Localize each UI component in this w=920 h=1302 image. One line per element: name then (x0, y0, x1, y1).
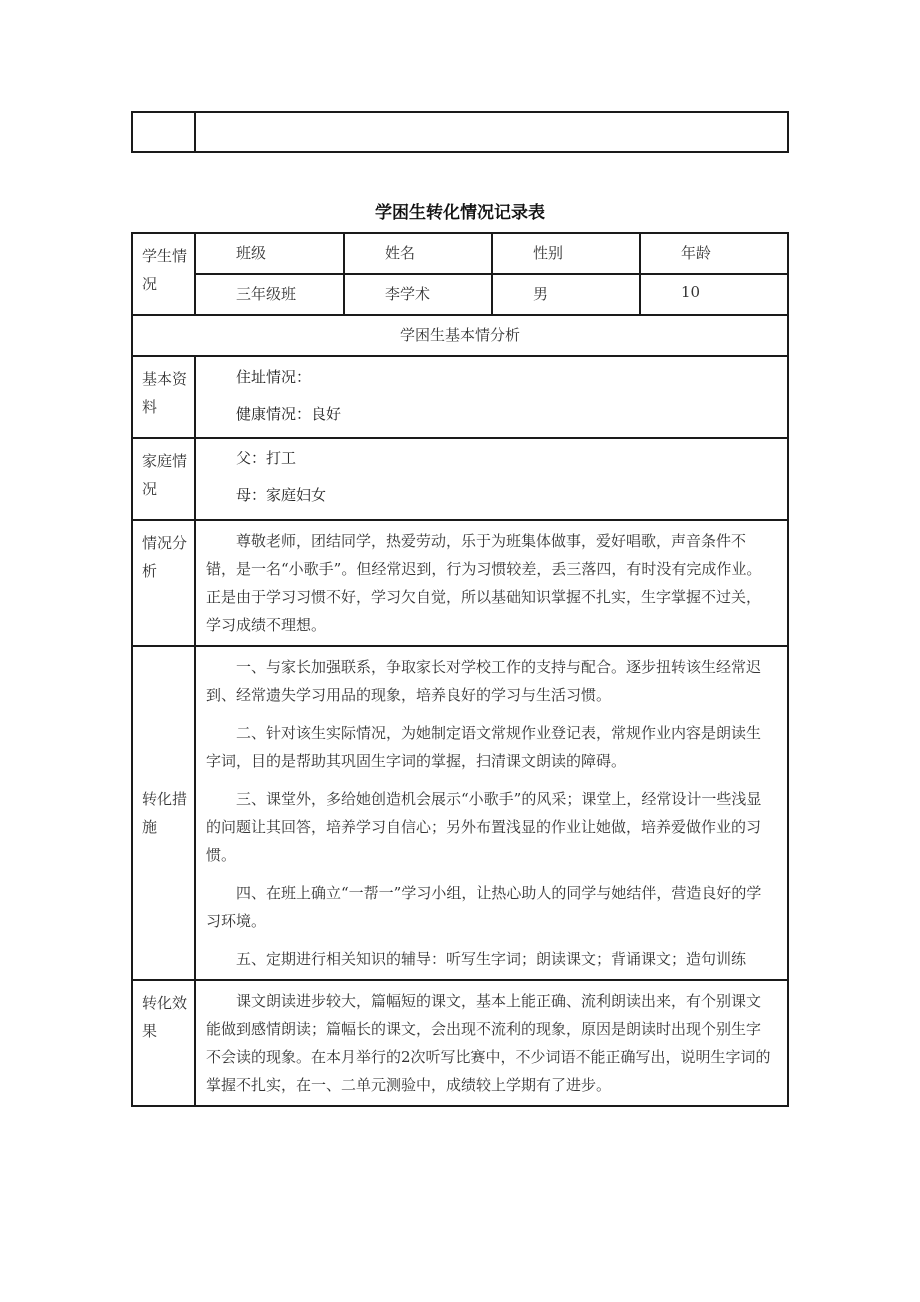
basic-info-label: 基本资料 (132, 356, 195, 438)
record-table (131, 232, 789, 1107)
basic-info-content (195, 356, 788, 438)
effect-row (132, 980, 788, 1106)
empty-content-cell (195, 112, 788, 152)
value-name: 李学术 (344, 274, 492, 315)
form-title: 学困生转化情况记录表 (375, 203, 545, 223)
value-gender: 男 (492, 274, 640, 315)
measure-item: 二、针对该生实际情况，为她制定语文常规作业登记表，常规作业内容是朗读生字词，目的是帮助其巩固生字词的掌握，扫清课文朗读的障碍。 (206, 724, 762, 770)
header-name: 姓名 (344, 233, 492, 274)
measures-label: 转化措施 (132, 646, 195, 980)
mother-line: 母：家庭妇女 (236, 486, 327, 504)
value-age: 10 (640, 274, 788, 315)
measure-item: 四、在班上确立“一帮一”学习小组，让热心助人的同学与她结伴，营造良好的学习环境。 (206, 884, 762, 930)
header-gender: 性别 (492, 233, 640, 274)
family-label: 家庭情况 (132, 438, 195, 520)
analysis-section-title: 学困生基本情分析 (132, 315, 788, 356)
measure-item: 五、定期进行相关知识的辅导：听写生字词；朗读课文；背诵课文；造句训练 (236, 950, 747, 968)
previous-page-table-fragment (131, 111, 789, 153)
address-line: 住址情况： (236, 368, 312, 386)
measure-item: 三、课堂外，多给她创造机会展示“小歌手”的风采；课堂上，经常设计一些浅显的问题让其回答，培养学习自信心；另外布置浅显的作业让她做，培养爱做作业的习惯。 (206, 790, 762, 864)
analysis-title-row (132, 315, 788, 356)
situation-row (132, 520, 788, 646)
family-content (195, 438, 788, 520)
student-section-label: 学生情况 (132, 233, 195, 315)
basic-info-row (132, 356, 788, 438)
situation-label: 情况分析 (132, 520, 195, 646)
health-line: 健康情况：良好 (236, 405, 342, 423)
header-age: 年龄 (640, 233, 788, 274)
situation-content (195, 520, 788, 646)
family-row (132, 438, 788, 520)
effect-content (195, 980, 788, 1106)
measures-content (195, 646, 788, 980)
measures-row (132, 646, 788, 980)
empty-label-cell (132, 112, 195, 152)
measure-item: 一、与家长加强联系，争取家长对学校工作的支持与配合。逐步扭转该生经常迟到、经常遗失学习用品的现象，培养良好的学习与生活习惯。 (206, 658, 762, 704)
effect-label: 转化效果 (132, 980, 195, 1106)
student-header-row (132, 233, 788, 274)
value-class: 三年级班 (195, 274, 344, 315)
situation-text: 尊敬老师，团结同学，热爱劳动，乐于为班集体做事，爱好唱歌，声音条件不错，是一名“小歌手”。但经常迟到，行为习惯较差，丢三落四，有时没有完成作业。正是由于学习习惯不好，学习欠自觉，所以基础知识掌握不扎实，生字掌握不过关，学习成绩不理想。 (206, 532, 762, 634)
father-line: 父：打工 (236, 449, 297, 467)
effect-text: 课文朗读进步较大，篇幅短的课文，基本上能正确、流利朗读出来，有个别课文能做到感情朗读；篇幅长的课文，会出现不流利的现象，原因是朗读时出现个别生字不会读的现象。在本月举行的2次听写比赛中，不少词语不能正确写出，说明生字词的掌握不扎实，在一、二单元测验中，成绩较上学期有了进步。 (206, 992, 771, 1094)
student-value-row (132, 274, 788, 315)
header-class: 班级 (195, 233, 344, 274)
